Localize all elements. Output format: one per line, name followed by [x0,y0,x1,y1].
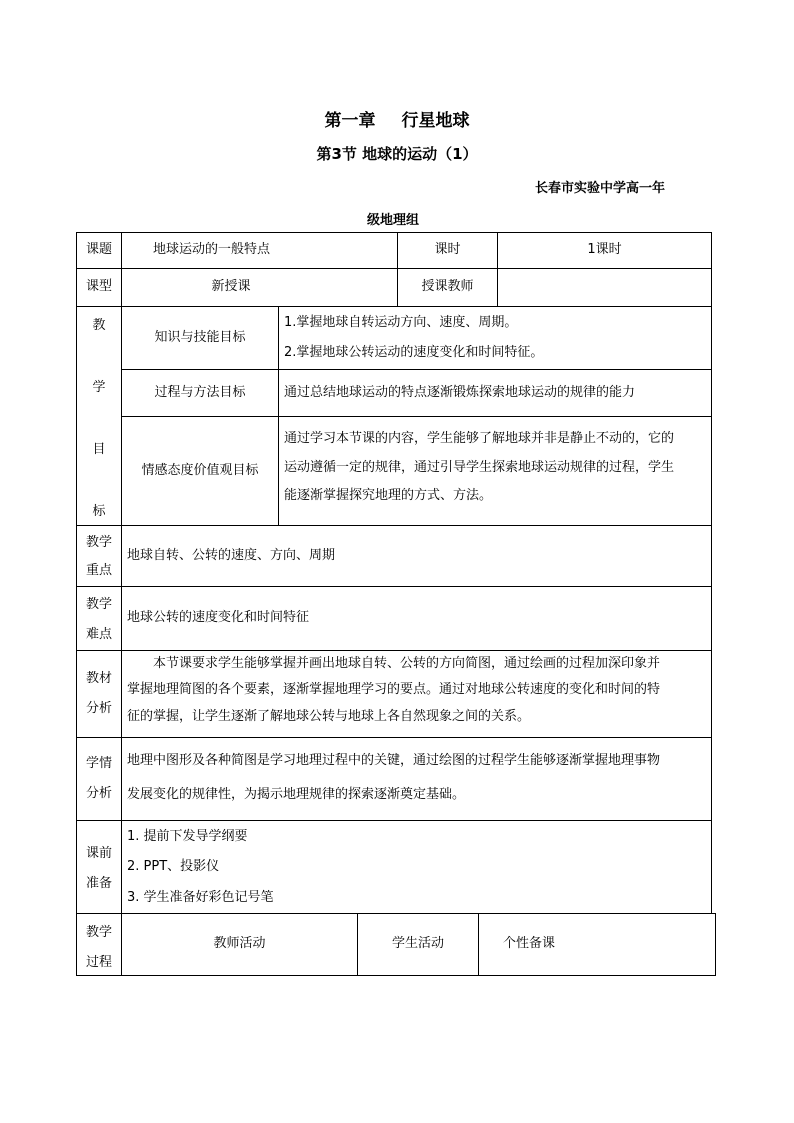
difficulties-text: 地球公转的速度变化和时间特征 [127,610,310,626]
school-name: 长春市实验中学高一年 [535,181,666,196]
chapter-name: 行星地球 [401,111,470,131]
goals-label [76,314,122,519]
emotion-line: 能逐渐掌握探究地理的方式、方法。 [284,488,493,503]
students-line: 发展变化的规律性，为揭示地理规律的探索逐渐奠定基础。 [127,787,466,802]
chapter-number: 第一章 [324,111,376,131]
students-label-line: 学情 [85,756,112,771]
type-label: 课型 [85,279,112,295]
process-goal-text: 通过总结地球运动的特点逐渐锻炼探索地球运动的规律的能力 [284,384,636,400]
section-title: 第3节 地球的运动（1） [316,145,478,163]
knowledge-item: 2.掌握地球公转运动的速度变化和时间特征。 [284,345,544,360]
teacher-activity: 教师活动 [213,936,266,952]
period-value: 1课时 [587,242,622,258]
material-label-line: 教材 [85,671,112,686]
difficulties-label [76,593,122,642]
key-points-text: 地球自转、公转的速度、方向、周期 [127,547,336,563]
prep-label-line: 准备 [85,876,112,891]
goals-label-char: 目 [92,442,106,457]
prep-label-line: 课前 [85,846,112,861]
difficulties-label-line: 教学 [85,597,112,612]
group-name: 级地理组 [367,213,420,228]
students-label [76,752,122,801]
goals-label-char: 标 [92,504,106,519]
prep-item: 1. 提前下发导学纲要 [127,829,248,844]
teacher-label: 授课教师 [421,279,474,295]
key-points-label-line: 教学 [85,535,112,550]
prep-label [76,842,122,891]
prep-item: 2. PPT、投影仪 [127,859,220,874]
topic-label: 课题 [85,242,112,258]
students-label-line: 分析 [85,786,112,801]
key-points-label-line: 重点 [85,563,112,578]
goals-label-char: 教 [92,318,106,333]
teacher-value [497,268,712,307]
knowledge-label: 知识与技能目标 [154,329,246,345]
student-activity: 学生活动 [391,936,444,952]
chapter-title [0,106,794,131]
topic-value: 地球运动的一般特点 [153,242,271,258]
process-label-line: 过程 [85,955,112,970]
material-line: 本节课要求学生能够掌握并画出地球自转、公转的方向简图，通过绘画的过程加深印象并 [153,656,661,671]
process-label-line: 教学 [85,925,112,940]
emotion-label: 情感态度价值观目标 [141,462,259,478]
students-line: 地理中图形及各种简图是学习地理过程中的关键，通过绘图的过程学生能够逐渐掌握地理事物 [127,753,661,768]
period-label: 课时 [434,242,461,258]
material-label-line: 分析 [85,701,112,716]
material-line: 征的掌握，让学生逐渐了解地球公转与地球上各自然现象之间的关系。 [127,709,531,724]
emotion-line: 通过学习本节课的内容，学生能够了解地球并非是静止不动的，它的 [284,431,675,446]
process-goal-label: 过程与方法目标 [154,384,246,400]
process-label [76,921,122,970]
emotion-line: 运动遵循一定的规律，通过引导学生探索地球运动规律的过程，学生 [284,460,675,475]
difficulties-label-line: 难点 [85,627,112,642]
personal: 个性备课 [503,936,556,952]
key-points-label [76,531,122,578]
prep-item: 3. 学生准备好彩色记号笔 [127,890,274,905]
goals-label-char: 学 [92,380,106,395]
material-label [76,667,122,716]
type-value: 新授课 [211,279,251,295]
knowledge-item: 1.掌握地球自转运动方向、速度、周期。 [284,315,518,330]
material-line: 掌握地理简图的各个要素，逐渐掌握地理学习的要点。通过对地球公转速度的变化和时间的特 [127,682,661,697]
